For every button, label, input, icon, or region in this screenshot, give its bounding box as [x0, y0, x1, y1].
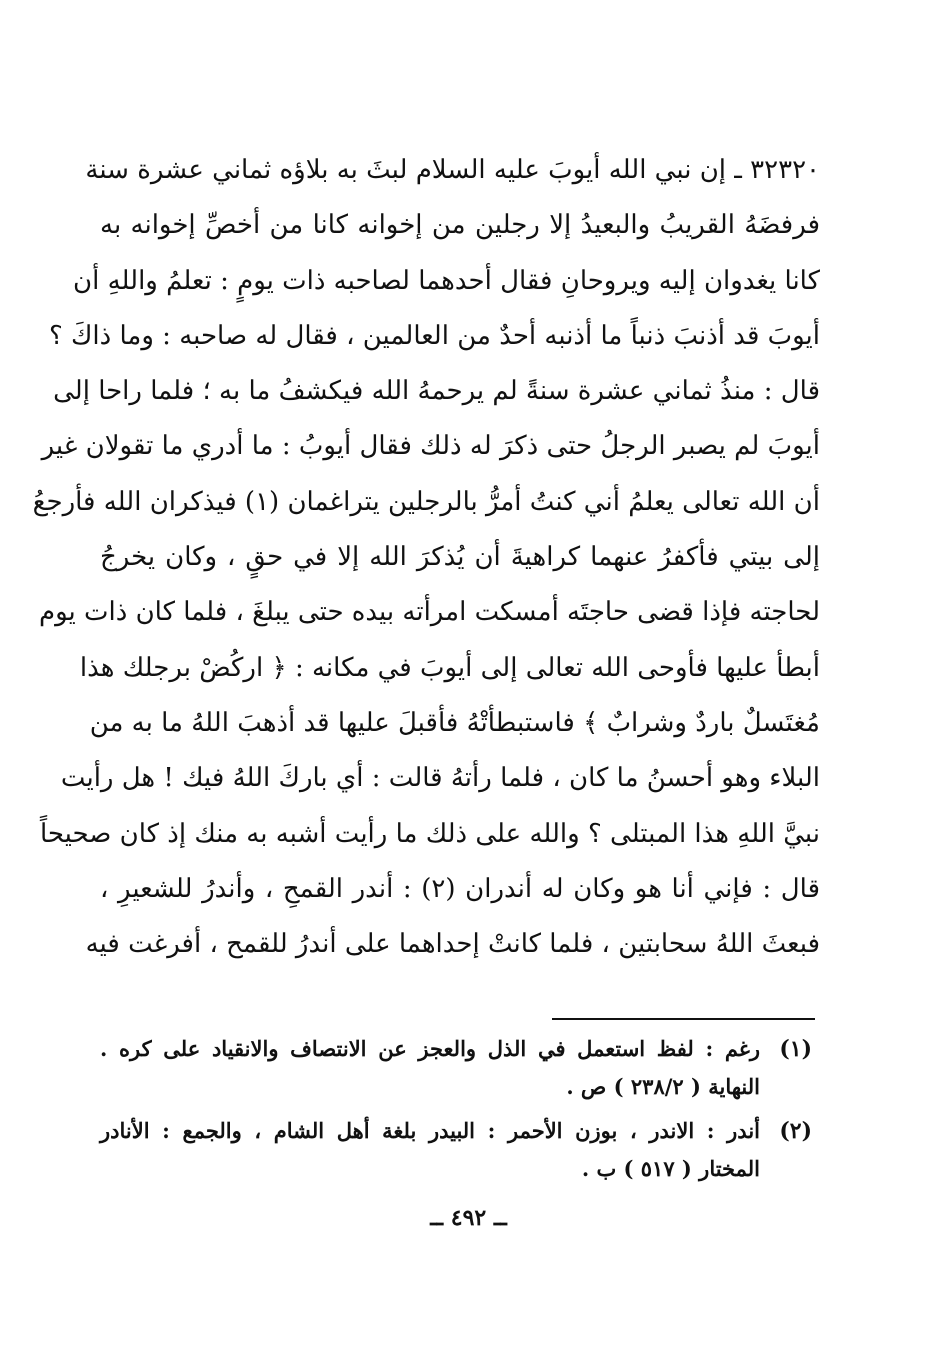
footnote-text — [100, 1030, 760, 1106]
footnote-line: المختار ( ٥١٧ ) ب . — [581, 1156, 760, 1181]
body-line: فبعثَ اللهُ سحابتين ، فلما كانتْ إحداهما على أندرُ للقمح ، أفرغت فيه — [85, 929, 820, 960]
footnote-1 — [100, 1030, 812, 1106]
page-number: ــ ٤٩٢ ــ — [430, 1205, 507, 1231]
footnotes — [100, 1030, 812, 1194]
body-line: مُغتَسلٌ باردٌ وشرابٌ ﴾ فاستبطأتْهُ فأقبلَ عليها قد أذهبَ اللهُ ما به من — [89, 707, 820, 738]
body-line: ٣٢٣٢٠ ـ إن نبي الله أيوبَ عليه السلام لبثَ به بلاؤه ثماني عشرة سنة — [85, 155, 820, 185]
footnote-line: رغم : لفظ استعمل في الذل والعجز عن الانتصاف والانقياد على كره . — [100, 1036, 760, 1061]
body-line: نبيَّ اللهِ هذا المبتلى ؟ والله على ذلك ما رأيت أشبه به منك إذ كان صحيحاً — [39, 818, 820, 849]
footnote-number: (١) — [779, 1036, 812, 1062]
body-line: فرفضَهُ القريبُ والبعيدُ إلا رجلين من إخوانه كانا من أخصِّ إخوانه به — [100, 210, 820, 241]
body-line: إلى بيتي فأكفرُ عنهما كراهيةَ أن يُذكرَ الله إلا في حقٍ ، وكان يخرجُ — [100, 542, 820, 573]
hadith-body-text — [32, 143, 820, 972]
body-line: أيوبَ قد أذنبَ ذنباً ما أذنبه أحدٌ من العالمين ، فقال له صاحبه : وما ذاكَ ؟ — [48, 320, 820, 351]
body-line: البلاء وهو أحسنُ ما كان ، فلما رأتهُ قالت : أي باركَ اللهُ فيك ! هل رأيت — [60, 763, 820, 794]
footnote-line: النهاية ( ٢٣٨/٢ ) ص . — [566, 1074, 760, 1099]
footnote-text — [100, 1112, 760, 1188]
footnote-separator — [552, 1018, 815, 1020]
body-line: قال : منذُ ثماني عشرة سنةً لم يرحمهُ الله فيكشفُ ما به ؛ فلما راحا إلى — [53, 376, 820, 407]
body-line: أبطأ عليها فأوحى الله تعالى إلى أيوبَ في مكانه : ﴿ اركُضْ برجلك هذا — [79, 652, 820, 683]
footnote-number: (٢) — [779, 1118, 812, 1144]
body-line: قال : فإني أنا هو وكان له أندران (٢) : أندر القمحِ ، وأندرُ للشعيرِ ، — [100, 873, 820, 904]
body-line: أيوبَ لم يصبر الرجلُ حتى ذكرَ له ذلك فقال أيوبُ : ما أدري ما تقولان غير — [41, 431, 820, 462]
body-line: لحاجته فإذا قضى حاجتَه أمسكت امرأته بيده حتى يبلغَ ، فلما كان ذات يوم — [39, 597, 820, 628]
footnote-2 — [100, 1112, 812, 1188]
body-line: أن الله تعالى يعلمُ أني كنتُ أمرُّ بالرجلين يتراغمان (١) فيذكران الله فأرجعُ — [32, 486, 820, 517]
body-line: كانا يغدوان إليه ويروحانِ فقال أحدهما لصاحبه ذات يومٍ : تعلمُ واللهِ أن — [73, 265, 820, 296]
footnote-line: أندر : الاندر ، بوزن الأحمر : البيدر بلغة أهل الشام ، والجمع : الأنادر — [100, 1118, 760, 1143]
